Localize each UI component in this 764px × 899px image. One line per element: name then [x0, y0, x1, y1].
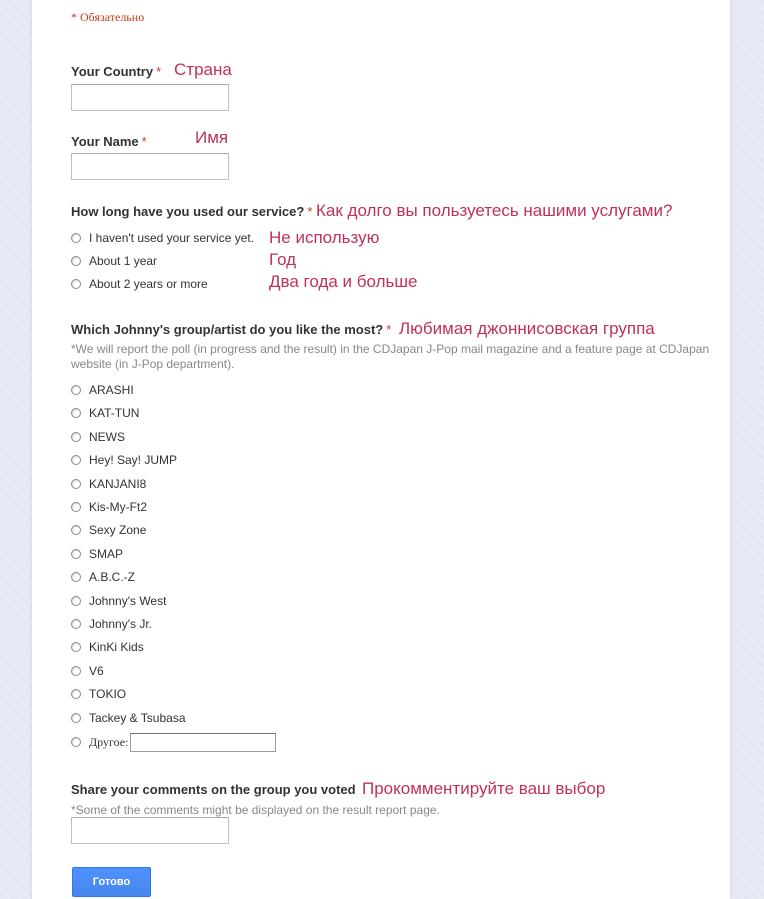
country-question-title — [71, 64, 161, 79]
name-question-title — [71, 134, 147, 149]
country-label: Your Country — [71, 64, 154, 79]
group-option[interactable] — [71, 662, 104, 680]
service-option-annotation: Не использую — [269, 228, 380, 247]
name-input[interactable] — [71, 153, 229, 180]
name-label: Your Name — [71, 134, 139, 149]
group-label: Which Johnny's group/artist do you like the most? — [71, 322, 384, 337]
radio-button[interactable] — [71, 385, 81, 395]
option-label: Johnny's Jr. — [89, 617, 152, 631]
name-annotation: Имя — [195, 128, 229, 147]
service-option-annotation: Год — [269, 250, 297, 269]
service-option[interactable] — [71, 252, 157, 270]
group-option-other[interactable] — [71, 733, 276, 751]
comments-label: Share your comments on the group you voted — [71, 782, 356, 797]
radio-button[interactable] — [71, 233, 81, 243]
group-option[interactable] — [71, 451, 177, 469]
option-label: KinKi Kids — [89, 640, 144, 655]
service-label: How long have you used our service? — [71, 204, 305, 219]
radio-button[interactable] — [71, 737, 81, 747]
required-star: * — [156, 64, 162, 79]
group-option[interactable] — [71, 592, 166, 610]
country-input[interactable] — [71, 84, 229, 111]
group-option[interactable] — [71, 615, 152, 633]
group-option[interactable] — [71, 475, 146, 493]
group-option[interactable] — [71, 404, 139, 422]
option-label: TOKIO — [89, 687, 127, 702]
group-help-text: *We will report the poll (in progress and the result) in the CDJapan J-Pop mail magazine and a feature page at CDJapan website (in J-Pop department). — [71, 342, 710, 371]
other-input[interactable] — [130, 733, 276, 752]
radio-button[interactable] — [71, 666, 81, 676]
required-star: * — [386, 322, 392, 337]
form-card — [32, 0, 730, 899]
other-label: Другое: — [89, 734, 129, 749]
group-option[interactable] — [71, 685, 126, 703]
required-star: * — [307, 204, 313, 219]
option-label: ARASHI — [89, 383, 134, 397]
radio-button[interactable] — [71, 713, 81, 723]
radio-button[interactable] — [71, 279, 81, 289]
required-star: * — [141, 134, 147, 149]
service-option-annotation: Два года и больше — [269, 272, 418, 291]
group-annotation: Любимая джоннисовская группа — [399, 319, 655, 338]
submit-button[interactable]: Готово — [72, 867, 151, 897]
radio-button[interactable] — [71, 619, 81, 629]
radio-button[interactable] — [71, 596, 81, 606]
option-label: About 2 years or more — [89, 277, 208, 291]
radio-button[interactable] — [71, 408, 81, 418]
radio-button[interactable] — [71, 642, 81, 652]
option-label: Johnny's West — [89, 593, 167, 608]
option-label: KANJANI8 — [89, 476, 147, 491]
radio-button[interactable] — [71, 479, 81, 489]
radio-button[interactable] — [71, 572, 81, 582]
option-label: About 1 year — [89, 254, 158, 268]
group-option[interactable] — [71, 498, 147, 516]
option-label: Tackey & Tsubasa — [89, 710, 186, 725]
service-question-title — [71, 204, 312, 219]
radio-button[interactable] — [71, 455, 81, 465]
option-label: I haven't used your service yet. — [89, 231, 255, 245]
option-label: SMAP — [89, 546, 124, 561]
group-option[interactable] — [71, 709, 186, 727]
option-label: KAT-TUN — [89, 406, 140, 421]
radio-button[interactable] — [71, 432, 81, 442]
comments-annotation: Прокомментируйте ваш выбор — [362, 779, 606, 798]
radio-button[interactable] — [71, 256, 81, 266]
comments-input[interactable] — [71, 817, 229, 844]
service-annotation: Как долго вы пользуетесь нашими услугами? — [316, 201, 673, 220]
option-label: Sexy Zone — [89, 523, 147, 538]
option-label: V6 — [89, 663, 104, 678]
option-label: Kis-My-Ft2 — [89, 500, 147, 514]
required-note: * Обязательно — [71, 10, 145, 24]
group-question-title — [71, 322, 391, 337]
radio-button[interactable] — [71, 689, 81, 699]
service-option[interactable] — [71, 229, 254, 247]
option-label: NEWS — [89, 429, 125, 444]
radio-button[interactable] — [71, 549, 81, 559]
country-annotation: Страна — [174, 60, 232, 79]
service-option[interactable] — [71, 275, 208, 293]
group-option[interactable] — [71, 381, 134, 399]
radio-button[interactable] — [71, 525, 81, 535]
group-option[interactable] — [71, 545, 123, 563]
group-option[interactable] — [71, 428, 125, 446]
comments-help-text: *Some of the comments might be displayed on the result report page. — [71, 803, 440, 817]
option-label: Hey! Say! JUMP — [89, 453, 178, 468]
option-label: A.B.C.-Z — [89, 570, 136, 585]
group-option[interactable] — [71, 568, 135, 586]
comments-question-title — [71, 782, 356, 797]
group-option[interactable] — [71, 521, 146, 539]
radio-button[interactable] — [71, 502, 81, 512]
group-option[interactable] — [71, 638, 144, 656]
